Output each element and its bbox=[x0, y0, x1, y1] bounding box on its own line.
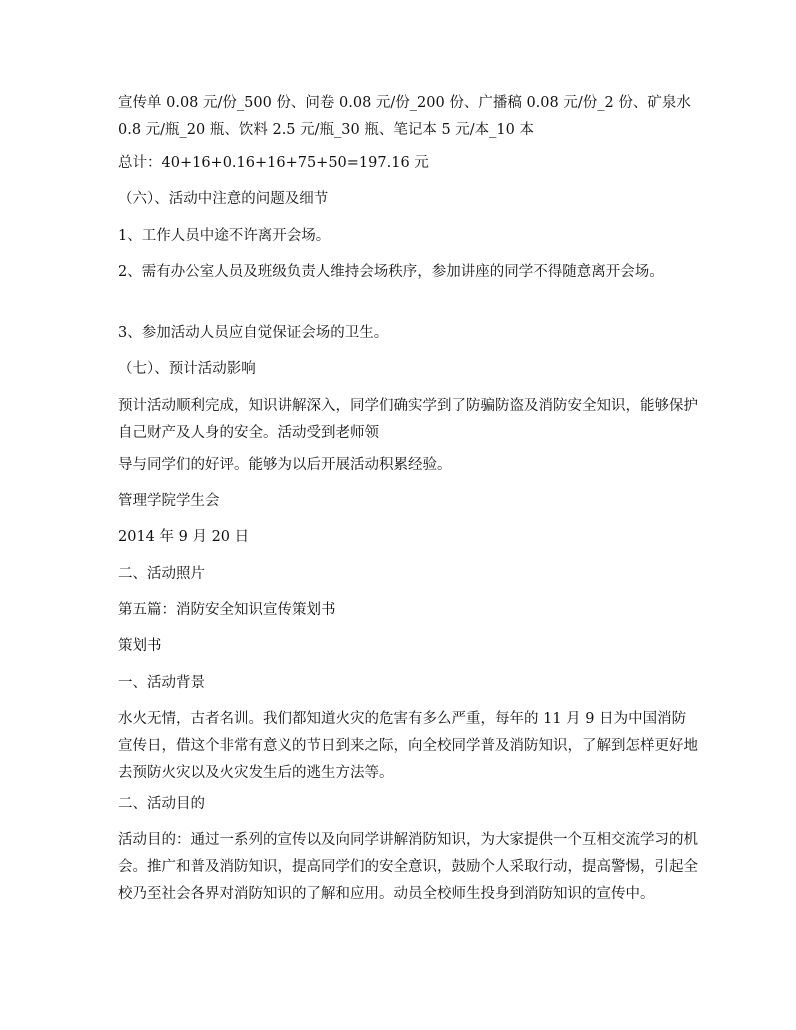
section-heading-issues: （六）、活动中注意的问题及细节 bbox=[118, 191, 329, 207]
cost-items-paragraph: 宣传单 0.08 元/份_500 份、问卷 0.08 元/份_200 份、广播稿 0.08 元/份_2 份、矿泉水 0.8 元/瓶_20 瓶、饮料 2.5 元/瓶_30 瓶、笔记本 5 元/本_10 本 bbox=[118, 95, 691, 138]
purpose-paragraph: 活动目的：通过一系列的宣传以及向同学讲解消防知识，为大家提供一个互相交流学习的机会。推广和普及消防知识，提高同学们的安全意识，鼓励个人采取行动，提高警惕，引起全校乃至社会各界对消防知识的了解和应用。动员全校师生投身到消防知识的宣传中。 bbox=[118, 832, 698, 902]
section-heading-photos: 二、活动照片 bbox=[118, 566, 205, 582]
signature-date: 2014 年 9 月 20 日 bbox=[118, 529, 250, 545]
signature-organization: 管理学院学生会 bbox=[118, 493, 220, 509]
issue-item-1: 1、工作人员中途不许离开会场。 bbox=[118, 228, 331, 244]
impact-paragraph-part2: 导与同学们的好评。能够为以后开展活动积累经验。 bbox=[118, 457, 452, 473]
chapter-title: 第五篇：消防安全知识宣传策划书 bbox=[118, 602, 336, 618]
plan-title: 策划书 bbox=[118, 638, 162, 654]
section-heading-background: 一、活动背景 bbox=[118, 675, 205, 691]
issue-item-3: 3、参加活动人员应自觉保证会场的卫生。 bbox=[118, 325, 389, 341]
background-paragraph: 水火无情，古者名训。我们都知道火灾的危害有多么严重，每年的 11 月 9 日为中国消防宣传日，借这个非常有意义的节日到来之际，向全校同学普及消防知识，了解到怎样更好地去预防火灾以及火灾发生后的逃生方法等。 bbox=[118, 711, 698, 781]
cost-total-line: 总计：40+16+0.16+16+75+50=197.16 元 bbox=[118, 155, 429, 171]
issue-item-2: 2、需有办公室人员及班级负责人维持会场秩序，参加讲座的同学不得随意离开会场。 bbox=[118, 264, 664, 280]
section-heading-purpose: 二、活动目的 bbox=[118, 796, 205, 812]
section-heading-impact: （七）、预计活动影响 bbox=[118, 361, 256, 377]
impact-paragraph-part1: 预计活动顺利完成，知识讲解深入，同学们确实学到了防骗防盗及消防安全知识，能够保护自己财产及人身的安全。活动受到老师领 bbox=[118, 398, 698, 441]
